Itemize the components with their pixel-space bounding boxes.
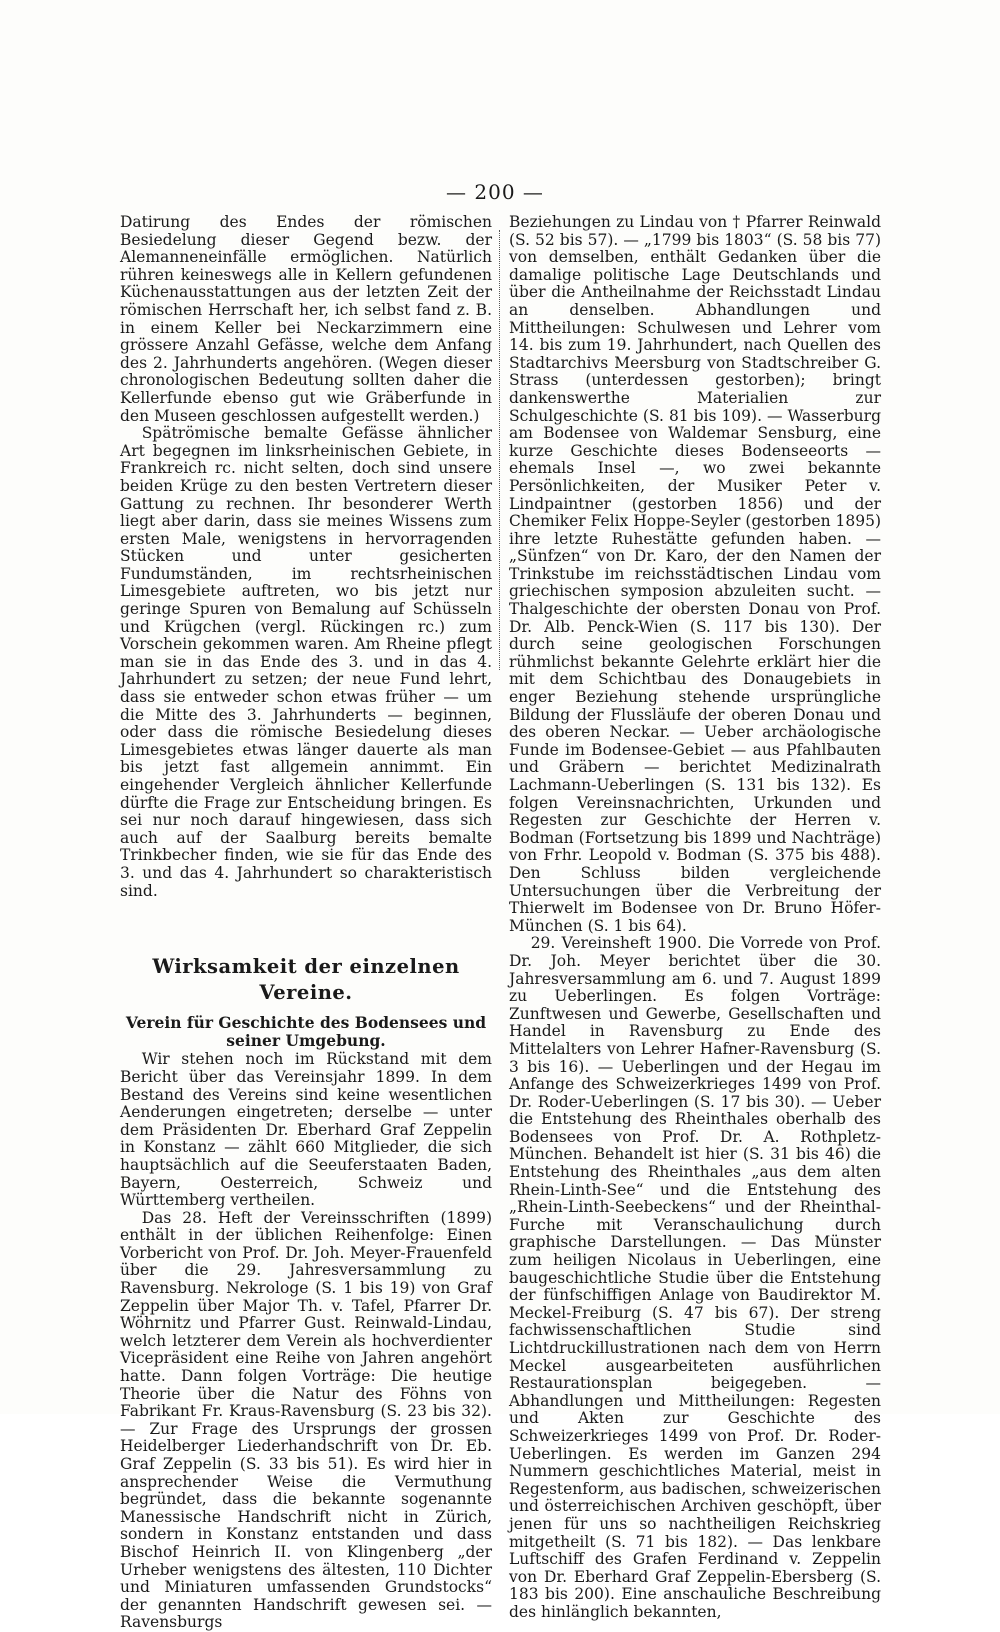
paragraph: Beziehungen zu Lindau von † Pfarrer Reinwald (S. 52 bis 57). — „1799 bis 1803“ (S. 58 bis 77) von demselben, enthält Gedanken über die damalige politische Lage Deutschlands und über die Antheilnahme der Reichsstadt Lindau an denselben. Abhandlungen und Mittheilungen: Schulwesen und Lehrer vom 14. bis zum 19. Jahrhundert, nach Quellen des Stadtarchivs Meersburg von Stadtschreiber G. Strass (unterdessen gestorben); bringt dankenswerthe Materialien zur Schulgeschichte (S. 81 bis 109). — Wasserburg am Bodensee von Waldemar Sensburg, eine kurze Geschichte dieses Bodenseeorts — ehemals Insel —, wo zwei bekannte Persönlichkeiten, der Musiker Peter v. Lindpaintner (gestorben 1856) und der Chemiker Felix Hoppe-Seyler (gestorben 1895) ihre letzte Ruhestätte gefunden haben. — „Sünfzen“ von Dr. Karo, der den Namen der Trinkstube im reichsstädtischen Lindau vom griechischen symposion abzuleiten sucht. — Thalgeschichte der obersten Donau von Prof. Dr. Alb. Penck-Wien (S. 117 bis 130). Der durch seine geologischen Forschungen rühmlichst bekannte Gelehrte erklärt hier die mit dem Schichtbau des Donaugebiets in enger Beziehung stehende ursprüngliche Bildung der Flussläufe der oberen Donau und des oberen Neckar. — Ueber archäologische Funde im Bodensee-Gebiet — aus Pfahlbauten und Gräbern — berichtet Medizinalrath Lachmann-Ueberlingen (S. 131 bis 132). Es folgen Vereinsnachrichten, Urkunden und Regesten zur Geschichte der Herren v. Bodman (Fortsetzung bis 1899 und Nachträge) von Frhr. Leopold v. Bodman (S. 375 bis 488). Den Schluss bilden vergleichende Untersuchungen über die Verbreitung der Thierwelt im Bodensee von Dr. Bruno Höfer-München (S. 1 bis 64).: [509, 213, 881, 935]
left-column: [120, 214, 492, 1632]
section-heading: Wirksamkeit der einzelnen Vereine.: [152, 955, 460, 1005]
paragraph: Das 28. Heft der Vereinsschriften (1899) enthält in der üblichen Reihenfolge: Einen Vorbericht von Prof. Dr. Joh. Meyer-Frauenfeld über die 29. Jahresversammlung zu Ravensburg. Nekrologe (S. 1 bis 19) von Graf Zeppelin über Major Th. v. Tafel, Pfarrer Dr. Wöhrnitz und Pfarrer Gust. Reinwald-Lindau, welch letzterer dem Verein als hochverdienter Vicepräsident eine Reihe von Jahren angehört hatte. Dann folgen Vorträge: Die heutige Theorie über die Natur des Föhns von Fabrikant Fr. Kraus-Ravensburg (S. 23 bis 32). — Zur Frage des Ursprungs der grossen Heidelberger Liederhandschrift von Dr. Eb. Graf Zeppelin (S. 33 bis 51). Es wird hier in ansprechender Weise die Vermuthung begründet, dass die bekannte sogenannte Manessische Handschrift nicht in Zürich, sondern in Konstanz entstanden und dass Bischof Heinrich II. von Klingenberg „der Urheber wenigstens des ältesten, 110 Dichter und Miniaturen umfassenden Grundstocks“ der genannten Handschrift gewesen sei. — Ravensburgs: [120, 1208, 492, 1632]
page-number: — 200 —: [446, 180, 544, 204]
paragraph: Wir stehen noch im Rückstand mit dem Bericht über das Vereinsjahr 1899. In dem Bestand des Vereins sind keine wesentlichen Aenderungen eingetreten; derselbe — unter dem Präsidenten Dr. Eberhard Graf Zeppelin in Konstanz — zählt 660 Mitglieder, die sich hauptsächlich auf die Seeuferstaaten Baden, Bayern, Oesterreich, Schweiz und Württemberg vertheilen.: [120, 1050, 492, 1210]
paragraph: Spätrömische bemalte Gefässe ähnlicher Art begegnen im linksrheinischen Gebiete, in Frankreich rc. nicht selten, doch sind unsere beiden Krüge zu den besten Vertretern dieser Gattung zu rechnen. Ihr besonderer Werth liegt aber darin, dass sie meines Wissens zum ersten Male, wenigstens in hervorragenden Stücken und unter gesicherten Fundumständen, im rechtsrheinischen Limesgebiete auftreten, wo bis jetzt nur geringe Spuren von Bemalung auf Schüsseln und Krügchen (vergl. Rückingen rc.) zum Vorschein gekommen waren. Am Rheine pflegt man sie in das Ende des 3. und in das 4. Jahrhundert zu setzen; der neue Fund lehrt, dass sie entweder schon etwas früher — um die Mitte des 3. Jahrhunderts — beginnen, oder dass die römische Besiedelung dieses Limesgebietes etwas länger dauerte als man bis jetzt fast allgemein annimmt. Ein eingehender Vergleich ähnlicher Kellerfunde dürfte die Frage zur Entscheidung bringen. Es sei nur noch darauf hingewiesen, dass sich auch auf der Saalburg bereits bemalte Trinkbecher finden, wie sie für das Ende des 3. und das 4. Jahrhundert so charakteristisch sind.: [120, 424, 492, 900]
sub-heading: Verein für Geschichte des Bodensees und seiner Umgebung.: [125, 1013, 487, 1050]
paragraph: Datirung des Endes der römischen Besiedelung dieser Gegend bezw. der Alemanneneinfälle ermöglichen. Natürlich rühren keineswegs alle in Kellern gefundenen Küchenausstattungen aus der letzten Zeit der römischen Herrschaft her, ich selbst fand z. B. in einem Keller bei Neckarzimmern eine grössere Anzahl Gefässe, welche dem Anfang des 2. Jahrhunderts angehören. (Wegen dieser chronologischen Bedeutung sollten daher die Kellerfunde ebenso gut wie Gräberfunde in den Museen geschlossen aufgestellt werden.): [120, 213, 492, 425]
paragraph: 29. Vereinsheft 1900. Die Vorrede von Prof. Dr. Joh. Meyer berichtet über die 30. Jahresversammlung am 6. und 7. August 1899 zu Ueberlingen. Es folgen Vorträge: Zunftwesen und Gewerbe, Gesellschaften und Handel in Ravensburg zu Ende des Mittelalters von Lehrer Hafner-Ravensburg (S. 3 bis 16). — Ueberlingen und der Hegau im Anfange des Schweizerkrieges 1499 von Prof. Dr. Roder-Ueberlingen (S. 17 bis 30). — Ueber die Entstehung des Rheinthales oberhalb des Bodensees von Prof. Dr. A. Rothpletz-München. Behandelt ist hier (S. 31 bis 46) die Entstehung des Rheinthales „aus dem alten Rhein-Linth-See“ und die Entstehung des „Rhein-Linth-Seebeckens“ und der Rheinthal-Furche mit Veranschaulichung durch graphische Darstellungen. — Das Münster zum heiligen Nicolaus in Ueberlingen, eine baugeschichtliche Studie über die Entstehung der fünfschiffigen Anlage von Baudirektor M. Meckel-Freiburg (S. 47 bis 67). Der streng fachwissenschaftlichen Studie sind Lichtdruckillustrationen nach dem von Herrn Meckel ausgearbeiteten ausführlichen Restaurationsplan beigegeben. — Abhandlungen und Mittheilungen: Regesten und Akten zur Geschichte des Schweizerkrieges 1499 von Prof. Dr. Roder-Ueberlingen. Es werden im Ganzen 294 Nummern geschichtliches Material, meist in Regestenform, aus badischen, schweizerischen und österreichischen Archiven geschöpft, über jenen für uns so nachtheiligen Reichskrieg mitgetheilt (S. 71 bis 182). — Das lenkbare Luftschiff des Grafen Ferdinand v. Zeppelin von Dr. Eberhard Graf Zeppelin-Ebersberg (S. 183 bis 200). Eine anschauliche Beschreibung des hinlänglich bekannten,: [509, 934, 881, 1621]
right-column: [509, 214, 881, 1622]
column-divider: [499, 230, 500, 670]
